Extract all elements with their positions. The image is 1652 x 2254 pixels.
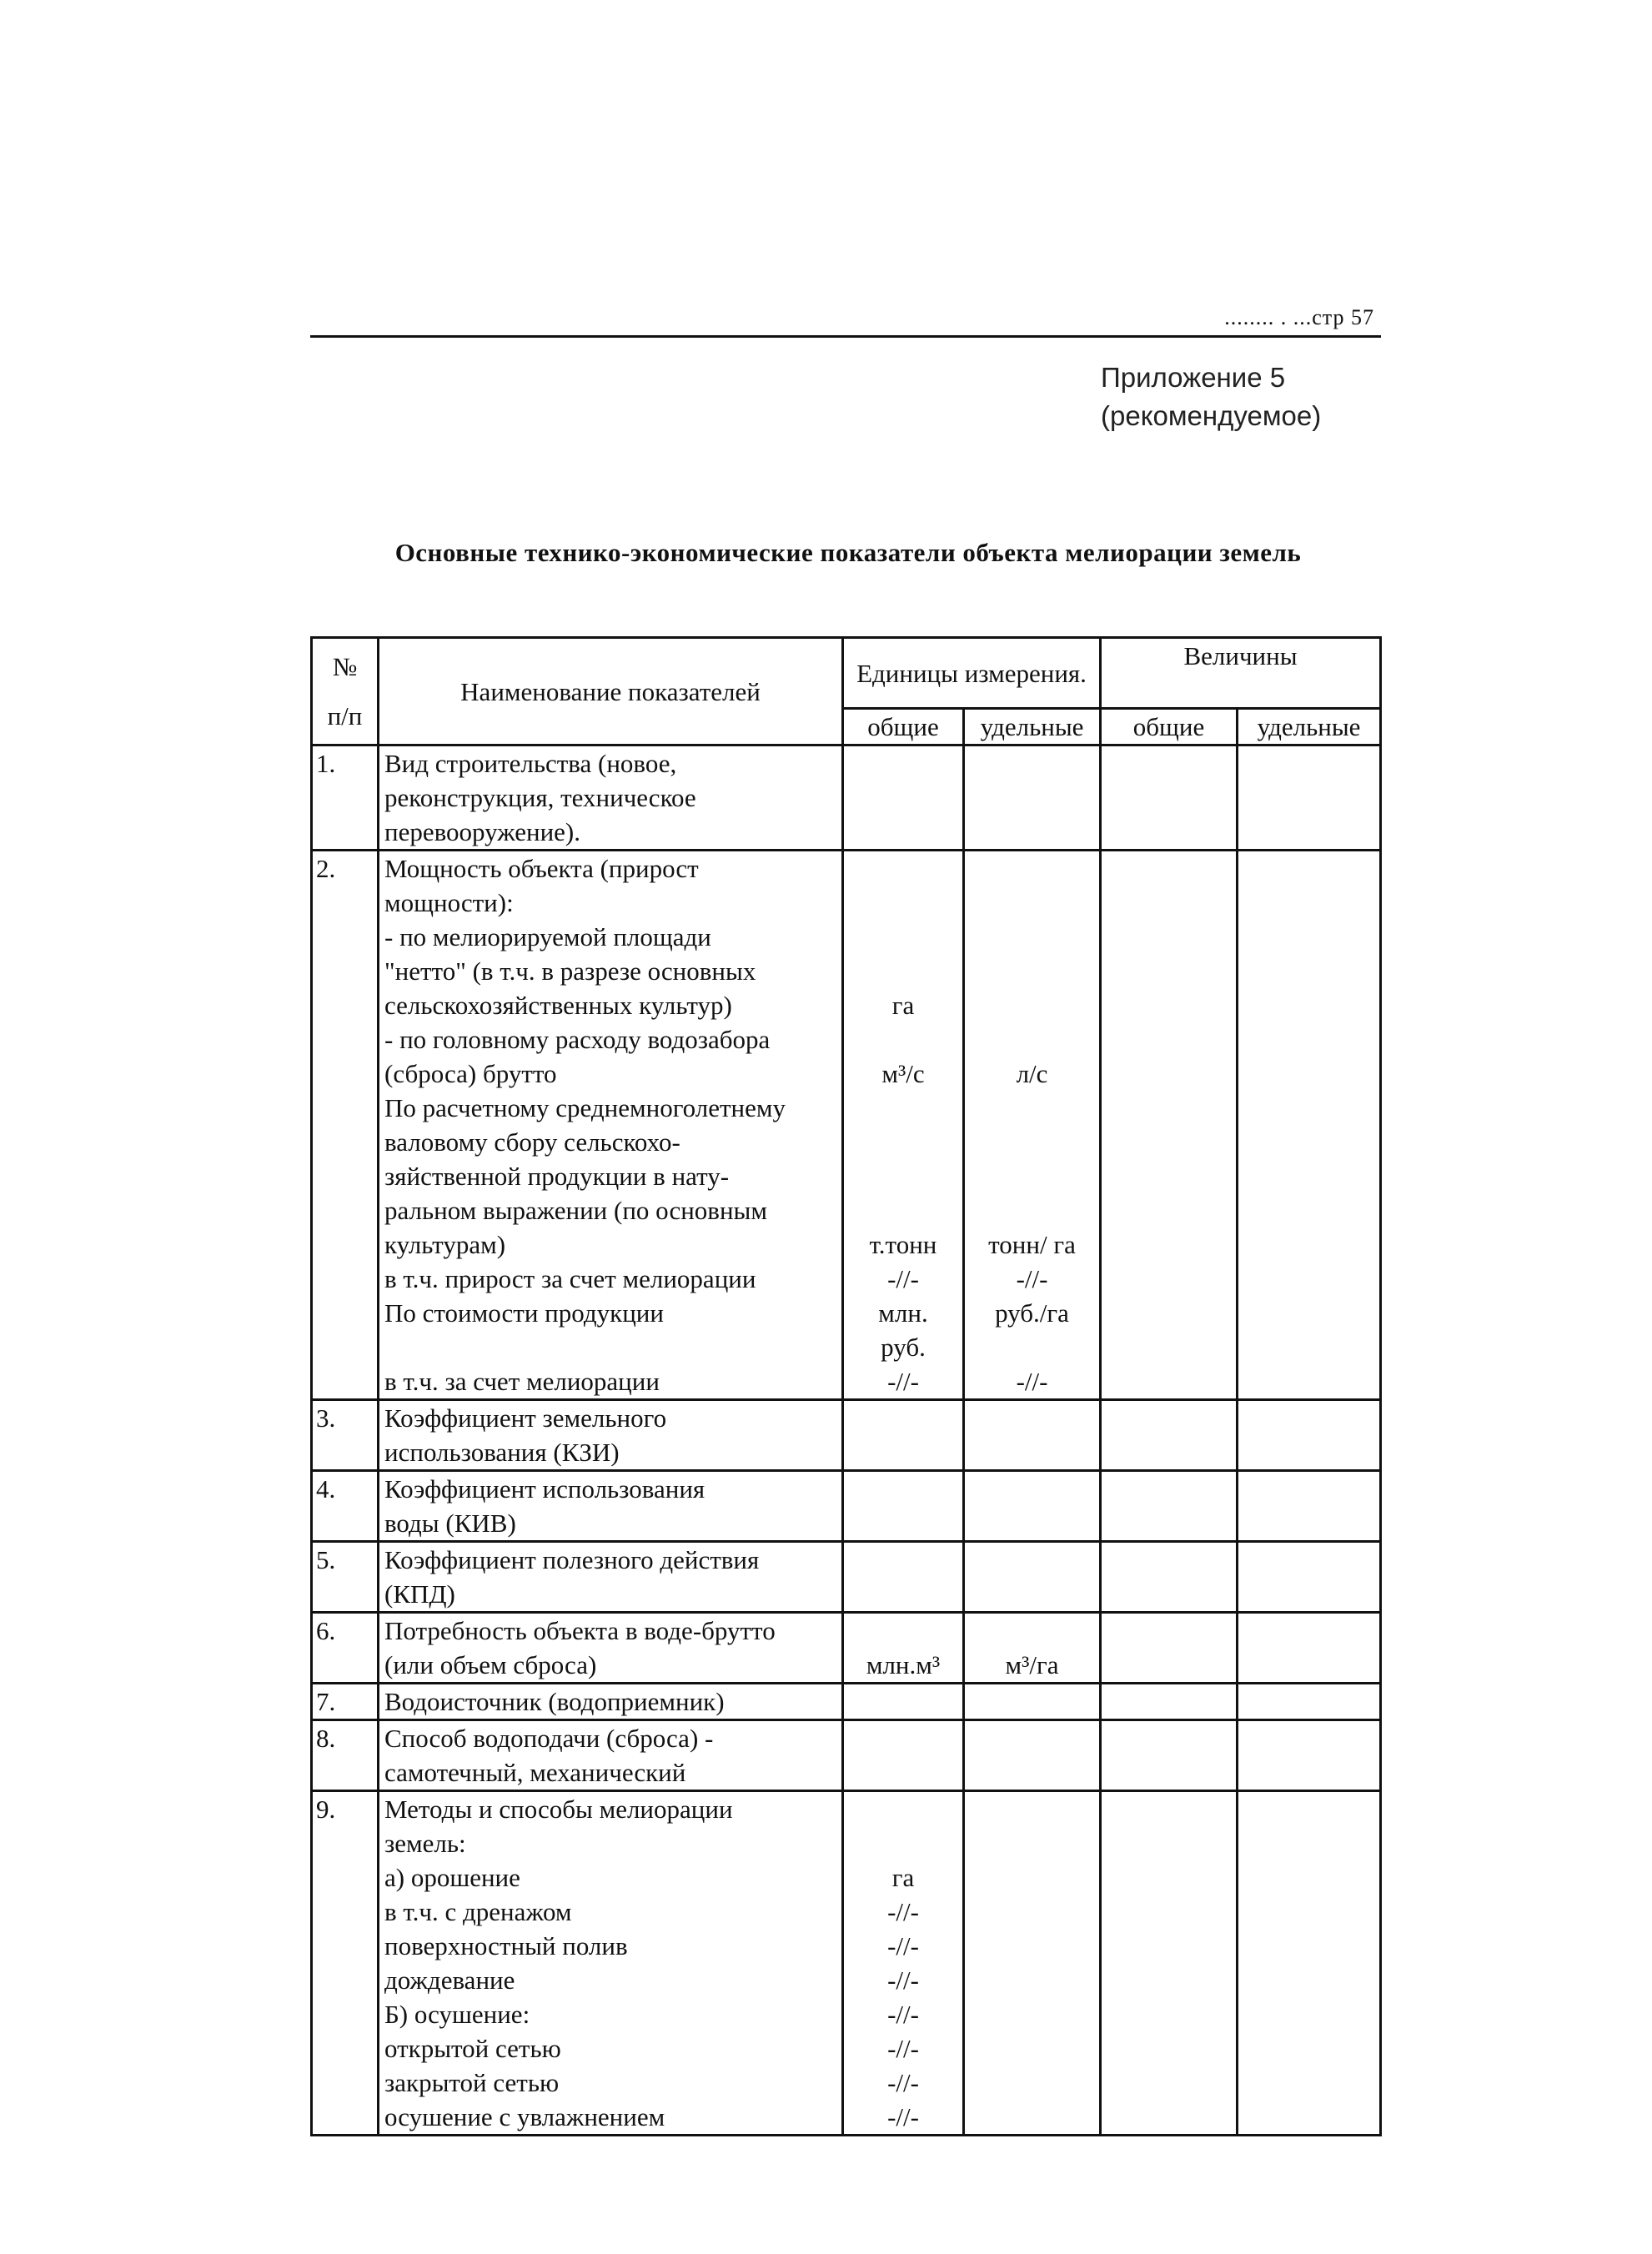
row-name-line: открытой сетью	[384, 2034, 561, 2063]
unit-specific-cell	[964, 1542, 1101, 1613]
unit-value	[849, 886, 957, 920]
table-row	[312, 851, 1381, 1400]
unit-value	[970, 920, 1094, 954]
unit-value: -//-	[1016, 1367, 1048, 1396]
values-general-cell	[1101, 1791, 1238, 2136]
unit-general-cell	[843, 745, 964, 851]
unit-value: руб.	[881, 1333, 926, 1362]
row-name-line: ральном выражении (по основным	[384, 1196, 767, 1225]
unit-value	[849, 1091, 957, 1125]
unit-specific-cell	[964, 1791, 1101, 2136]
row-name	[379, 1400, 843, 1471]
unit-specific-cell	[964, 745, 1101, 851]
row-name-line: реконструкция, техническое	[384, 783, 696, 812]
table-row	[312, 745, 1381, 851]
page-number: ........ . ...стр 57	[1224, 305, 1374, 329]
row-name-line: перевооружение).	[384, 817, 580, 846]
row-number: 8.	[312, 1720, 379, 1791]
row-name-line: - по головному расходу водозабора	[384, 1025, 771, 1054]
page-header	[310, 294, 1381, 338]
unit-general-cell	[843, 851, 964, 1400]
values-general-cell	[1101, 851, 1238, 1400]
table-header-row	[312, 638, 1381, 709]
row-name-line: а) орошение	[384, 1863, 520, 1892]
unit-value: га	[891, 1863, 915, 1892]
unit-value: -//-	[887, 2102, 919, 2131]
table-row	[312, 1471, 1381, 1542]
values-general-cell	[1101, 1400, 1238, 1471]
unit-value: -//-	[887, 2068, 919, 2097]
unit-value: -//-	[1016, 1264, 1048, 1293]
row-name-line: в т.ч. за счет мелиорации	[384, 1367, 660, 1396]
row-name-line: мощности):	[384, 888, 514, 917]
row-number: 9.	[312, 1791, 379, 2136]
unit-value	[970, 886, 1094, 920]
row-name	[379, 1684, 843, 1720]
unit-value: -//-	[887, 2034, 919, 2063]
row-name-line: осушение с увлажнением	[384, 2102, 665, 2131]
row-name	[379, 1613, 843, 1684]
header-num-cell	[312, 638, 379, 745]
row-name-line: По расчетному среднемноголетнему	[384, 1093, 786, 1122]
row-name-line: в т.ч. с дренажом	[384, 1897, 572, 1926]
unit-value	[849, 1614, 957, 1648]
values-specific-cell	[1238, 1471, 1381, 1542]
unit-value: -//-	[887, 1897, 919, 1926]
row-name-line: Мощность объекта (прирост	[384, 854, 699, 883]
row-name-line: (сброса) брутто	[384, 1059, 557, 1088]
unit-value	[970, 1091, 1094, 1125]
unit-value: -//-	[887, 1367, 919, 1396]
unit-specific-cell	[964, 851, 1101, 1400]
header-name-cell: Наименование показателей	[379, 638, 843, 745]
row-number: 2.	[312, 851, 379, 1400]
row-name	[379, 851, 843, 1400]
unit-value	[970, 1193, 1094, 1227]
values-specific-cell	[1238, 1791, 1381, 2136]
unit-value	[970, 1022, 1094, 1057]
header-values-cell: Величины	[1101, 638, 1381, 709]
row-name-line: земель:	[384, 1829, 466, 1858]
row-number: 1.	[312, 745, 379, 851]
header-num-abbrev: п/п	[327, 701, 363, 730]
unit-value: м³/га	[1005, 1650, 1059, 1679]
appendix-line-2: (рекомендуемое)	[1101, 400, 1322, 431]
row-name-line: дождевание	[384, 1965, 515, 1995]
unit-specific-cell	[964, 1400, 1101, 1471]
unit-value	[849, 1159, 957, 1193]
unit-general-cell	[843, 1791, 964, 2136]
header-units-specific: удельные	[964, 709, 1101, 745]
unit-value: тонн/ га	[988, 1230, 1076, 1259]
values-specific-cell	[1238, 745, 1381, 851]
row-name-line: По стоимости продукции	[384, 1298, 664, 1328]
row-name-line: воды (КИВ)	[384, 1509, 516, 1538]
unit-value: -//-	[887, 1931, 919, 1960]
unit-value: л/с	[1016, 1059, 1048, 1088]
indicators-table	[310, 636, 1382, 2136]
row-name-line: Коэффициент использования	[384, 1474, 705, 1504]
unit-specific-cell	[964, 1684, 1101, 1720]
row-number: 4.	[312, 1471, 379, 1542]
values-specific-cell	[1238, 1684, 1381, 1720]
row-name-line: валовому сбору сельскохо-	[384, 1127, 680, 1157]
values-specific-cell	[1238, 1613, 1381, 1684]
unit-value	[849, 1193, 957, 1227]
row-name	[379, 1542, 843, 1613]
appendix-label	[1101, 359, 1321, 435]
row-name-line: - по мелиорируемой площади	[384, 922, 711, 951]
unit-value	[970, 1330, 1094, 1364]
unit-value: м³/с	[881, 1059, 925, 1088]
table-row	[312, 1791, 1381, 2136]
unit-value: млн.м³	[866, 1650, 941, 1679]
row-name-line: зяйственной продукции в нату-	[384, 1162, 730, 1191]
values-specific-cell	[1238, 1720, 1381, 1791]
appendix-line-1: Приложение 5	[1101, 362, 1286, 393]
document-title: Основные технико-экономические показатели объекта мелиорации земель	[394, 538, 1302, 567]
values-general-cell	[1101, 1684, 1238, 1720]
unit-general-cell	[843, 1684, 964, 1720]
row-name-line	[384, 1330, 836, 1364]
row-name-line: закрытой сетью	[384, 2068, 560, 2097]
row-name-line: сельскохозяйственных культур)	[384, 991, 732, 1020]
row-number: 3.	[312, 1400, 379, 1471]
table-row	[312, 1684, 1381, 1720]
unit-general-cell	[843, 1613, 964, 1684]
unit-general-cell	[843, 1542, 964, 1613]
table-row	[312, 1613, 1381, 1684]
row-name-line: поверхностный полив	[384, 1931, 628, 1960]
values-specific-cell	[1238, 851, 1381, 1400]
row-name-line: в т.ч. прирост за счет мелиорации	[384, 1264, 756, 1293]
unit-value: руб./га	[995, 1298, 1069, 1328]
unit-specific-cell	[964, 1720, 1101, 1791]
values-general-cell	[1101, 1542, 1238, 1613]
table-row	[312, 1400, 1381, 1471]
values-specific-cell	[1238, 1400, 1381, 1471]
unit-value	[849, 1792, 957, 1826]
unit-general-cell	[843, 1400, 964, 1471]
row-name	[379, 1720, 843, 1791]
unit-value: т.тонн	[869, 1230, 937, 1259]
unit-specific-cell	[964, 1471, 1101, 1542]
unit-value	[970, 988, 1094, 1022]
row-number: 5.	[312, 1542, 379, 1613]
row-number: 7.	[312, 1684, 379, 1720]
unit-value	[849, 1826, 957, 1860]
row-name-line: Способ водоподачи (сброса) -	[384, 1724, 714, 1753]
unit-general-cell	[843, 1471, 964, 1542]
values-general-cell	[1101, 1471, 1238, 1542]
unit-value: млн.	[878, 1298, 928, 1328]
values-specific-cell	[1238, 1542, 1381, 1613]
unit-specific-cell	[964, 1613, 1101, 1684]
row-name	[379, 745, 843, 851]
row-name-line: культурам)	[384, 1230, 506, 1259]
row-name-line: Методы и способы мелиорации	[384, 1795, 733, 1824]
unit-value	[970, 1159, 1094, 1193]
header-num-symbol: №	[332, 652, 358, 681]
header-units-cell: Единицы измерения.	[843, 638, 1101, 709]
row-name-line: Б) осушение:	[384, 2000, 530, 2029]
row-name	[379, 1471, 843, 1542]
row-name-line: Потребность объекта в воде-брутто	[384, 1616, 776, 1645]
row-name	[379, 1791, 843, 2136]
row-number: 6.	[312, 1613, 379, 1684]
unit-value	[970, 851, 1094, 886]
unit-value	[970, 954, 1094, 988]
row-name-line: использования (КЗИ)	[384, 1438, 620, 1467]
header-values-specific: удельные	[1238, 709, 1381, 745]
row-name-line: Коэффициент полезного действия	[384, 1545, 760, 1574]
row-name-line: Водоисточник (водоприемник)	[384, 1687, 725, 1716]
table-row	[312, 1720, 1381, 1791]
unit-value	[849, 920, 957, 954]
unit-value	[849, 851, 957, 886]
values-general-cell	[1101, 1613, 1238, 1684]
unit-value	[849, 1022, 957, 1057]
unit-value: -//-	[887, 1264, 919, 1293]
values-general-cell	[1101, 745, 1238, 851]
header-values-general: общие	[1101, 709, 1238, 745]
unit-value	[849, 1125, 957, 1159]
unit-value: -//-	[887, 1965, 919, 1995]
row-name-line: Коэффициент земельного	[384, 1403, 667, 1433]
row-name-line: (КПД)	[384, 1579, 455, 1609]
unit-value	[849, 954, 957, 988]
unit-value	[970, 1125, 1094, 1159]
unit-value: га	[891, 991, 915, 1020]
row-name-line: "нетто" (в т.ч. в разрезе основных	[384, 956, 756, 986]
header-units-general: общие	[843, 709, 964, 745]
row-name-line: (или объем сброса)	[384, 1650, 597, 1679]
row-name-line: Вид строительства (новое,	[384, 749, 677, 778]
unit-value: -//-	[887, 2000, 919, 2029]
values-general-cell	[1101, 1720, 1238, 1791]
table-row	[312, 1542, 1381, 1613]
row-name-line: самотечный, механический	[384, 1758, 686, 1787]
unit-value	[970, 1614, 1094, 1648]
unit-general-cell	[843, 1720, 964, 1791]
